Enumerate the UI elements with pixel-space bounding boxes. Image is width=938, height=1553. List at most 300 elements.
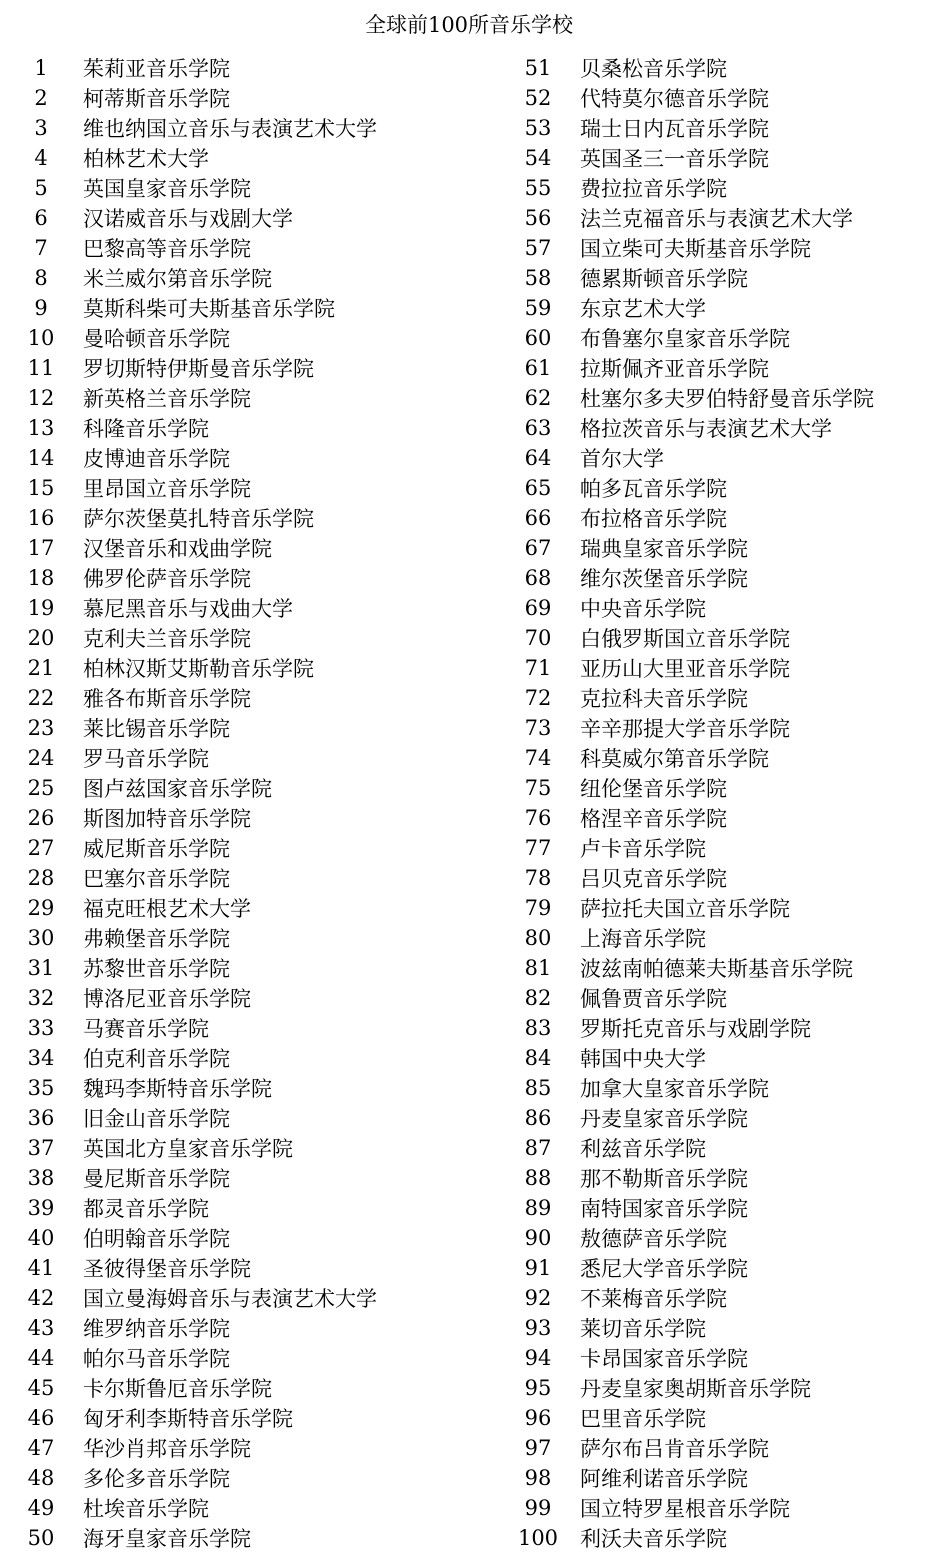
rank-number: 45 [27, 1376, 55, 1400]
school-name: 萨尔茨堡莫扎特音乐学院 [83, 507, 314, 531]
rank-number: 71 [524, 656, 552, 680]
rank-number: 5 [34, 176, 48, 200]
rank-number: 87 [524, 1136, 552, 1160]
rank-number: 53 [524, 116, 552, 140]
school-name: 拉斯佩齐亚音乐学院 [580, 357, 769, 381]
school-name: 柯蒂斯音乐学院 [83, 87, 230, 111]
school-name: 圣彼得堡音乐学院 [83, 1257, 251, 1281]
list-item [18, 83, 498, 113]
school-name: 威尼斯音乐学院 [83, 837, 230, 861]
list-item [515, 383, 935, 413]
rank-number: 19 [27, 596, 55, 620]
rank-number: 51 [524, 56, 552, 80]
list-item [515, 563, 935, 593]
list-item [515, 893, 935, 923]
list-item [515, 113, 935, 143]
school-name: 新英格兰音乐学院 [83, 387, 251, 411]
school-name: 里昂国立音乐学院 [83, 477, 251, 501]
rank-number: 60 [524, 326, 552, 350]
rank-number: 80 [524, 926, 552, 950]
list-item [18, 1373, 498, 1403]
list-item [515, 1493, 935, 1523]
rank-number: 22 [27, 686, 55, 710]
school-name: 莫斯科柴可夫斯基音乐学院 [83, 297, 335, 321]
list-item [515, 743, 935, 773]
list-item [18, 863, 498, 893]
school-name: 华沙肖邦音乐学院 [83, 1437, 251, 1461]
list-item [18, 1283, 498, 1313]
rank-number: 30 [27, 926, 55, 950]
list-item [18, 533, 498, 563]
rank-number: 34 [27, 1046, 55, 1070]
list-item [515, 1163, 935, 1193]
list-item [18, 413, 498, 443]
rank-number: 66 [524, 506, 552, 530]
rank-number: 74 [524, 746, 552, 770]
rank-number: 29 [27, 896, 55, 920]
school-name: 汉诺威音乐与戏剧大学 [83, 207, 293, 231]
school-name: 茱莉亚音乐学院 [83, 57, 230, 81]
school-name: 旧金山音乐学院 [83, 1107, 230, 1131]
school-name: 国立曼海姆音乐与表演艺术大学 [83, 1287, 377, 1311]
list-item [515, 1103, 935, 1133]
school-name: 杜塞尔多夫罗伯特舒曼音乐学院 [580, 387, 874, 411]
school-name: 贝桑松音乐学院 [580, 57, 727, 81]
list-item [18, 653, 498, 683]
school-name: 帕多瓦音乐学院 [580, 477, 727, 501]
rank-number: 25 [27, 776, 55, 800]
list-item [515, 353, 935, 383]
school-name: 福克旺根艺术大学 [83, 897, 251, 921]
list-item [18, 1073, 498, 1103]
rank-number: 88 [524, 1166, 552, 1190]
list-item [18, 713, 498, 743]
rank-number: 94 [524, 1346, 552, 1370]
list-item [18, 353, 498, 383]
rank-number: 63 [524, 416, 552, 440]
rank-number: 15 [27, 476, 55, 500]
list-item [515, 53, 935, 83]
list-item [515, 293, 935, 323]
rank-number: 20 [27, 626, 55, 650]
list-item [515, 773, 935, 803]
school-name: 慕尼黑音乐与戏曲大学 [83, 597, 293, 621]
rank-number: 39 [27, 1196, 55, 1220]
school-name: 卡昂国家音乐学院 [580, 1347, 748, 1371]
rank-number: 84 [524, 1046, 552, 1070]
list-item [18, 1313, 498, 1343]
school-name: 东京艺术大学 [580, 297, 706, 321]
school-name: 皮博迪音乐学院 [83, 447, 230, 471]
school-name: 波兹南帕德莱夫斯基音乐学院 [580, 957, 853, 981]
school-name: 巴塞尔音乐学院 [83, 867, 230, 891]
school-name: 上海音乐学院 [580, 927, 706, 951]
school-name: 佛罗伦萨音乐学院 [83, 567, 251, 591]
rank-number: 72 [524, 686, 552, 710]
school-name: 德累斯顿音乐学院 [580, 267, 748, 291]
rank-number: 77 [524, 836, 552, 860]
rank-number: 55 [524, 176, 552, 200]
rank-number: 82 [524, 986, 552, 1010]
list-item [515, 173, 935, 203]
school-name: 柏林艺术大学 [83, 147, 209, 171]
rank-number: 24 [27, 746, 55, 770]
school-name: 伯明翰音乐学院 [83, 1227, 230, 1251]
rank-number: 92 [524, 1286, 552, 1310]
list-item [515, 473, 935, 503]
list-item [18, 1013, 498, 1043]
list-item [515, 713, 935, 743]
school-name: 魏玛李斯特音乐学院 [83, 1077, 272, 1101]
rank-number: 13 [27, 416, 55, 440]
rank-number: 17 [27, 536, 55, 560]
school-name: 斯图加特音乐学院 [83, 807, 251, 831]
school-name: 不莱梅音乐学院 [580, 1287, 727, 1311]
list-item [18, 683, 498, 713]
school-name: 巴黎高等音乐学院 [83, 237, 251, 261]
rank-number: 8 [34, 266, 48, 290]
school-name: 布鲁塞尔皇家音乐学院 [580, 327, 790, 351]
rank-number: 16 [27, 506, 55, 530]
list-item [18, 983, 498, 1013]
rank-number: 58 [524, 266, 552, 290]
school-name: 白俄罗斯国立音乐学院 [580, 627, 790, 651]
school-name: 汉堡音乐和戏曲学院 [83, 537, 272, 561]
rank-number: 86 [524, 1106, 552, 1130]
rank-number: 49 [27, 1496, 55, 1520]
list-item [18, 1493, 498, 1523]
ranking-list-right [515, 53, 935, 1553]
school-name: 维罗纳音乐学院 [83, 1317, 230, 1341]
list-item [515, 923, 935, 953]
school-name: 图卢兹国家音乐学院 [83, 777, 272, 801]
page-title: 全球前100所音乐学校 [364, 13, 574, 37]
rank-number: 33 [27, 1016, 55, 1040]
rank-number: 62 [524, 386, 552, 410]
school-name: 法兰克福音乐与表演艺术大学 [580, 207, 853, 231]
list-item [515, 443, 935, 473]
school-name: 英国北方皇家音乐学院 [83, 1137, 293, 1161]
list-item [515, 1403, 935, 1433]
school-name: 佩鲁贾音乐学院 [580, 987, 727, 1011]
rank-number: 3 [34, 116, 48, 140]
list-item [18, 623, 498, 653]
rank-number: 61 [524, 356, 552, 380]
list-item [18, 893, 498, 923]
rank-number: 4 [34, 146, 48, 170]
rank-number: 10 [27, 326, 55, 350]
list-item [18, 833, 498, 863]
list-item [515, 1433, 935, 1463]
rank-number: 73 [524, 716, 552, 740]
rank-number: 83 [524, 1016, 552, 1040]
school-name: 罗斯托克音乐与戏剧学院 [580, 1017, 811, 1041]
school-name: 克利夫兰音乐学院 [83, 627, 251, 651]
school-name: 都灵音乐学院 [83, 1197, 209, 1221]
school-name: 弗赖堡音乐学院 [83, 927, 230, 951]
school-name: 莱切音乐学院 [580, 1317, 706, 1341]
school-name: 杜埃音乐学院 [83, 1497, 209, 1521]
list-item [515, 263, 935, 293]
rank-number: 7 [34, 236, 48, 260]
school-name: 中央音乐学院 [580, 597, 706, 621]
school-name: 苏黎世音乐学院 [83, 957, 230, 981]
list-item [18, 773, 498, 803]
rank-number: 31 [27, 956, 55, 980]
rank-number: 69 [524, 596, 552, 620]
list-item [18, 503, 498, 533]
list-item [18, 203, 498, 233]
list-item [18, 113, 498, 143]
school-name: 丹麦皇家奥胡斯音乐学院 [580, 1377, 811, 1401]
school-name: 曼哈顿音乐学院 [83, 327, 230, 351]
school-name: 阿维利诺音乐学院 [580, 1467, 748, 1491]
rank-number: 89 [524, 1196, 552, 1220]
list-item [18, 563, 498, 593]
list-item [515, 593, 935, 623]
school-name: 匈牙利李斯特音乐学院 [83, 1407, 293, 1431]
list-item [515, 323, 935, 353]
list-item [18, 53, 498, 83]
rank-number: 47 [27, 1436, 55, 1460]
rank-number: 1 [34, 56, 48, 80]
list-item [18, 323, 498, 353]
rank-number: 95 [524, 1376, 552, 1400]
rank-number: 40 [27, 1226, 55, 1250]
list-item [18, 1463, 498, 1493]
list-item [18, 593, 498, 623]
list-item [18, 1193, 498, 1223]
list-item [515, 833, 935, 863]
rank-number: 44 [27, 1346, 55, 1370]
school-name: 辛辛那提大学音乐学院 [580, 717, 790, 741]
list-item [18, 1523, 498, 1553]
school-name: 巴里音乐学院 [580, 1407, 706, 1431]
rank-number: 64 [524, 446, 552, 470]
list-item [18, 443, 498, 473]
school-name: 维也纳国立音乐与表演艺术大学 [83, 117, 377, 141]
school-name: 卡尔斯鲁厄音乐学院 [83, 1377, 272, 1401]
rank-number: 93 [524, 1316, 552, 1340]
list-item [515, 803, 935, 833]
list-item [515, 1523, 935, 1553]
list-item [515, 623, 935, 653]
school-name: 丹麦皇家音乐学院 [580, 1107, 748, 1131]
school-name: 敖德萨音乐学院 [580, 1227, 727, 1251]
rank-number: 91 [524, 1256, 552, 1280]
school-name: 韩国中央大学 [580, 1047, 706, 1071]
list-item [515, 1043, 935, 1073]
school-name: 帕尔马音乐学院 [83, 1347, 230, 1371]
list-item [18, 1163, 498, 1193]
ranking-list-left [18, 53, 498, 1553]
school-name: 纽伦堡音乐学院 [580, 777, 727, 801]
school-name: 费拉拉音乐学院 [580, 177, 727, 201]
school-name: 博洛尼亚音乐学院 [83, 987, 251, 1011]
school-name: 那不勒斯音乐学院 [580, 1167, 748, 1191]
list-item [515, 653, 935, 683]
list-item [18, 923, 498, 953]
list-item [18, 1223, 498, 1253]
rank-number: 97 [524, 1436, 552, 1460]
list-item [18, 263, 498, 293]
school-name: 曼尼斯音乐学院 [83, 1167, 230, 1191]
school-name: 罗马音乐学院 [83, 747, 209, 771]
rank-number: 26 [27, 806, 55, 830]
rank-number: 12 [27, 386, 55, 410]
school-name: 马赛音乐学院 [83, 1017, 209, 1041]
list-item [515, 1313, 935, 1343]
list-item [18, 803, 498, 833]
rank-number: 75 [524, 776, 552, 800]
list-item [18, 1043, 498, 1073]
rank-number: 99 [524, 1496, 552, 1520]
list-item [18, 383, 498, 413]
list-item [515, 83, 935, 113]
rank-number: 65 [524, 476, 552, 500]
school-name: 瑞士日内瓦音乐学院 [580, 117, 769, 141]
rank-number: 90 [524, 1226, 552, 1250]
rank-number: 46 [27, 1406, 55, 1430]
list-item [515, 1133, 935, 1163]
list-item [515, 1343, 935, 1373]
rank-number: 78 [524, 866, 552, 890]
list-item [515, 1373, 935, 1403]
school-name: 萨拉托夫国立音乐学院 [580, 897, 790, 921]
list-item [515, 1193, 935, 1223]
list-item [18, 233, 498, 263]
list-item [18, 173, 498, 203]
school-name: 利沃夫音乐学院 [580, 1527, 727, 1551]
rank-number: 76 [524, 806, 552, 830]
school-name: 国立特罗星根音乐学院 [580, 1497, 790, 1521]
list-item [515, 863, 935, 893]
list-item [515, 1253, 935, 1283]
rank-number: 52 [524, 86, 552, 110]
school-name: 首尔大学 [580, 447, 664, 471]
rank-number: 6 [34, 206, 48, 230]
rank-number: 23 [27, 716, 55, 740]
rank-number: 32 [27, 986, 55, 1010]
list-item [18, 1133, 498, 1163]
rank-number: 38 [27, 1166, 55, 1190]
list-item [515, 233, 935, 263]
school-name: 多伦多音乐学院 [83, 1467, 230, 1491]
school-name: 米兰威尔第音乐学院 [83, 267, 272, 291]
rank-number: 35 [27, 1076, 55, 1100]
list-item [18, 1343, 498, 1373]
rank-number: 98 [524, 1466, 552, 1490]
school-name: 格涅辛音乐学院 [580, 807, 727, 831]
school-name: 维尔茨堡音乐学院 [580, 567, 748, 591]
rank-number: 68 [524, 566, 552, 590]
rank-number: 70 [524, 626, 552, 650]
list-item [18, 1253, 498, 1283]
rank-number: 2 [34, 86, 48, 110]
rank-number: 28 [27, 866, 55, 890]
rank-number: 67 [524, 536, 552, 560]
school-name: 科莫威尔第音乐学院 [580, 747, 769, 771]
list-item [18, 953, 498, 983]
school-name: 莱比锡音乐学院 [83, 717, 230, 741]
school-name: 罗切斯特伊斯曼音乐学院 [83, 357, 314, 381]
school-name: 亚历山大里亚音乐学院 [580, 657, 790, 681]
list-item [515, 1013, 935, 1043]
list-item [515, 1223, 935, 1253]
school-name: 科隆音乐学院 [83, 417, 209, 441]
rank-number: 100 [517, 1526, 559, 1550]
list-item [18, 143, 498, 173]
school-name: 英国圣三一音乐学院 [580, 147, 769, 171]
list-item [18, 743, 498, 773]
rank-number: 59 [524, 296, 552, 320]
list-item [515, 533, 935, 563]
rank-number: 21 [27, 656, 55, 680]
school-name: 代特莫尔德音乐学院 [580, 87, 769, 111]
rank-number: 79 [524, 896, 552, 920]
school-name: 柏林汉斯艾斯勒音乐学院 [83, 657, 314, 681]
list-item [515, 1073, 935, 1103]
rank-number: 27 [27, 836, 55, 860]
rank-number: 14 [27, 446, 55, 470]
school-name: 伯克利音乐学院 [83, 1047, 230, 1071]
rank-number: 42 [27, 1286, 55, 1310]
list-item [515, 503, 935, 533]
list-item [515, 143, 935, 173]
list-item [515, 1283, 935, 1313]
rank-number: 43 [27, 1316, 55, 1340]
school-name: 卢卡音乐学院 [580, 837, 706, 861]
list-item [515, 983, 935, 1013]
school-name: 国立柴可夫斯基音乐学院 [580, 237, 811, 261]
rank-number: 85 [524, 1076, 552, 1100]
rank-number: 96 [524, 1406, 552, 1430]
list-item [515, 953, 935, 983]
list-item [515, 203, 935, 233]
rank-number: 54 [524, 146, 552, 170]
list-item [18, 473, 498, 503]
school-name: 雅各布斯音乐学院 [83, 687, 251, 711]
list-item [515, 413, 935, 443]
school-name: 克拉科夫音乐学院 [580, 687, 748, 711]
list-item [18, 1433, 498, 1463]
rank-number: 48 [27, 1466, 55, 1490]
rank-number: 56 [524, 206, 552, 230]
rank-number: 57 [524, 236, 552, 260]
rank-number: 50 [27, 1526, 55, 1550]
rank-number: 81 [524, 956, 552, 980]
list-item [515, 683, 935, 713]
school-name: 英国皇家音乐学院 [83, 177, 251, 201]
school-name: 利兹音乐学院 [580, 1137, 706, 1161]
list-item [515, 1463, 935, 1493]
list-item [18, 1103, 498, 1133]
list-item [18, 1403, 498, 1433]
rank-number: 37 [27, 1136, 55, 1160]
rank-number: 18 [27, 566, 55, 590]
school-name: 加拿大皇家音乐学院 [580, 1077, 769, 1101]
rank-number: 41 [27, 1256, 55, 1280]
rank-number: 9 [34, 296, 48, 320]
school-name: 南特国家音乐学院 [580, 1197, 748, 1221]
list-item [18, 293, 498, 323]
rank-number: 11 [27, 356, 55, 380]
school-name: 瑞典皇家音乐学院 [580, 537, 748, 561]
school-name: 格拉茨音乐与表演艺术大学 [580, 417, 832, 441]
school-name: 吕贝克音乐学院 [580, 867, 727, 891]
school-name: 布拉格音乐学院 [580, 507, 727, 531]
school-name: 悉尼大学音乐学院 [580, 1257, 748, 1281]
